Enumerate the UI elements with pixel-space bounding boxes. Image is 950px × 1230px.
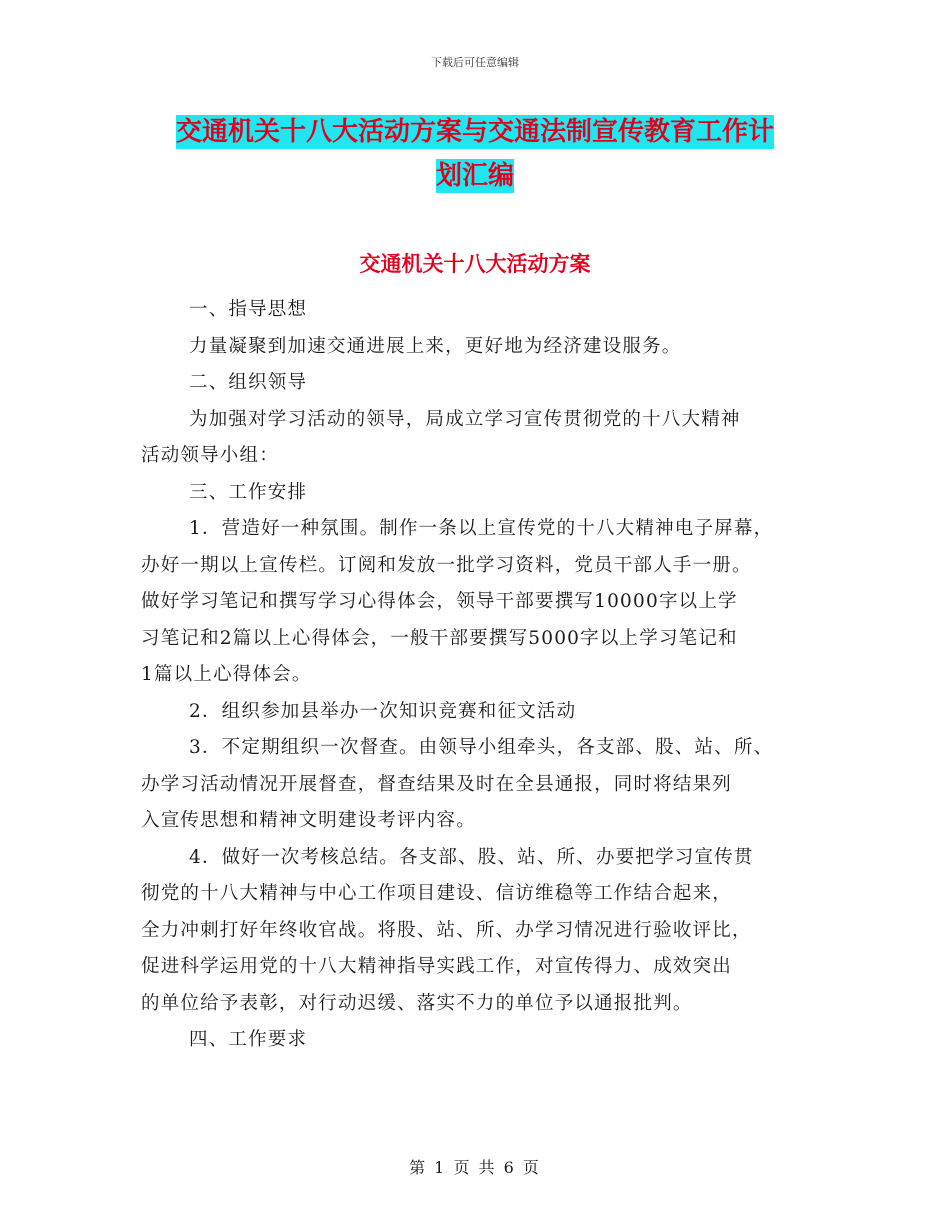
text-line: 1篇以上心得体会。 — [141, 664, 312, 685]
text-line: 3．不定期组织一次督查。由领导小组牵头，各支部、股、站、所、 — [189, 737, 774, 758]
text-line: 办学习活动情况开展督查，督查结果及时在全县通报，同时将结果列 — [141, 773, 733, 795]
text-line: 入宣传思想和精神文明建设考评内容。 — [141, 810, 476, 831]
section-title: 交通机关十八大活动方案 — [359, 252, 591, 276]
text-line: 做好学习笔记和撰写学习心得体会，领导干部要撰写10000字以上学 — [141, 591, 738, 612]
text-line: 4．做好一次考核总结。各支部、股、站、所、办要把学习宣传贯 — [189, 846, 754, 868]
text-line: 2．组织参加县举办一次知识竞赛和征文活动 — [189, 700, 577, 722]
document-title-line-2: 划汇编 — [435, 161, 514, 191]
header-note: 下载后可任意编辑 — [431, 56, 519, 69]
text-line: 活动领导小组： — [141, 445, 279, 466]
text-line: 1．营造好一种氛围。制作一条以上宣传党的十八大精神电子屏幕， — [189, 518, 774, 539]
text-line: 二、组织领导 — [189, 372, 308, 393]
text-line: 促进科学运用党的十八大精神指导实践工作，对宣传得力、成效突出 — [141, 956, 733, 977]
page-footer: 第 1 页 共 6 页 — [409, 1158, 541, 1177]
text-line: 一、指导思想 — [189, 299, 308, 320]
text-line: 彻党的十八大精神与中心工作项目建设、信访维稳等工作结合起来， — [141, 883, 733, 904]
text-line: 四、工作要求 — [189, 1029, 308, 1050]
document-title — [0, 110, 950, 198]
body-text — [141, 292, 831, 1059]
text-line: 为加强对学习活动的领导，局成立学习宣传贯彻党的十八大精神 — [189, 408, 741, 430]
text-line: 办好一期以上宣传栏。订阅和发放一批学习资料，党员干部人手一册。 — [141, 554, 752, 576]
text-line: 全力冲刺打好年终收官战。将股、站、所、办学习情况进行验收评比， — [141, 919, 752, 941]
text-line: 习笔记和2篇以上心得体会，一般干部要撰写5000字以上学习笔记和 — [141, 627, 738, 649]
document-title-line-1: 交通机关十八大活动方案与交通法制宣传教育工作计 — [175, 117, 774, 147]
text-line: 的单位给予表彰，对行动迟缓、落实不力的单位予以通报批判。 — [141, 992, 693, 1014]
text-line: 三、工作安排 — [189, 481, 308, 503]
text-line: 力量凝聚到加速交通进展上来，更好地为经济建设服务。 — [189, 335, 682, 357]
